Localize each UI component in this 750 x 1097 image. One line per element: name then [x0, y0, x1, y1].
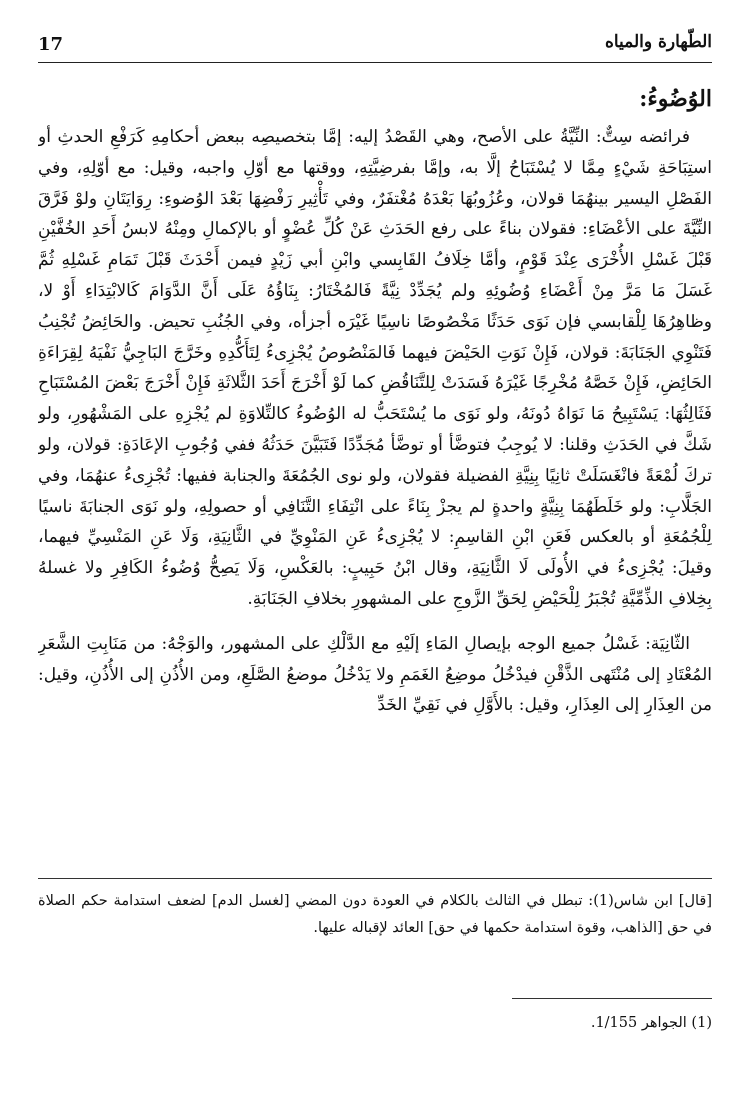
page-header	[38, 28, 712, 62]
page-number: 17	[38, 34, 64, 55]
header-divider	[38, 62, 712, 63]
paragraph-obligations: فرائضه سِتٌّ: النِّيَّةُ على الأصح، وهي القَصْدُ إليه: إمَّا بتخصيصِه ببعض أحكامِهِ كَرَفْعِ الحدثِ أو استِبَاحَةِ شَيْءٍ مِمَّا لا يُسْتَبَاحُ إلَّا به، وإمَّا بفرضِيَّتِهِ، ووقتها مع أوّلِ واجبه، وقيل: مع أوّلِهِ، وفي الفَصْلِ اليسير بينهُمَا قولان، وعُزُوبُهَا بَعْدَهُ مُغْتفَرٌ، وفي تَأْثِيرِ رَفْضِهَا بَعْدَ الوُضوءِ: رِوَايَتَانِ ولوْ فَرَّقَ النِّيَّةَ على الأعْضَاءِ: فقولان بناءً على رفع الحَدَثِ عَنْ كُلِّ عُضْوٍ أو بالإكمالِ ومِنْهُ لابسُ أَحَدِ الخُفَّيْنِ قَبْلَ غَسْلِ الأُخْرَى عِنْدَ قَوْمٍ، وأمَّا خِلَافُ القَابِسي وابْنِ أبي زَيْدٍ فيمن أَحْدَثَ قَبْلَ تَمَامِ غَسْلِهِ ثُمَّ غَسَلَ مَا مَرَّ مِنْ أَعْضَاءِ وُضُوئِهِ ولم يُجَدِّدْ نِيَّةً فَالمُخْتَارُ: بِنَاؤُهُ عَلَى أَنَّ الدَّوَامَ كَالابْتِدَاءِ أَوْ لا، وظاهِرُهَا لِلْقابسي فإن نَوَى حَدَثًا مَخْصُوصًا ناسِيًا غَيْرَه أجزأه، وفي الجُنُبِ تحيض. والحَائِضُ تُجْنِبُ فَتَنْوِي الجَنَابَةَ: قولان، فَإِنْ نَوَتِ الحَيْضَ فيهما فَالمَنْصُوصُ يُجْزِىءُ لِتَأَكُّدِهِ وخَرَّجَ البَاجِيُّ نَفْيَهُ لِقِرَاءَةِ الحَائِضِ، فَإِنْ خَصَّهُ مُخْرِجًا غَيْرَهُ فَسَدَتْ لِلتَّنَاقُضِ كما لَوْ أَخْرَجَ أَحَدَ الثَّلاثَةِ فَإِنْ أَخْرَجَ بَعْضَ المُسْتَبَاحِ فَثَالِثُهَا: يَسْتَبِيحُ مَا نَوَاهُ دُونَهُ، ولو نَوَى ما يُسْتَحَبُّ له الوُضُوءُ كالتِّلاوَةِ لم يُجْزِهِ على المَشْهُورِ، ولو شَكَّ في الحَدَثِ وقلنا: لا يُوجِبُ فتوضَّأ أو توضَّأ مُجَدِّدًا فَتَبَيَّنَ حَدَثُهُ ففي وُجُوبِ الإعَادَةِ: قولان، ولو تركَ لُمْعَةً فانْغَسَلَتْ ثانِيًا بِنِيَّةِ الفضيلة فقولان، ولو نوى الجُمُعَةَ والجنابة ففيها: تُجْزِىءُ عنهُمَا، وفي الجَلَّابِ: ولو خَلَطَهُمَا بِنِيَّةٍ واحدةٍ لم يجزْ بِنَاءً على انْتِفَاءِ التَّنَافِي أو حصولِهِ، ولو نَوَى الجنابَةَ ناسيًا لِلْجُمُعَةِ أو بالعكس فَعَنِ ابْنِ القاسِمِ: لا يُجْزِىءُ عَنِ المَنْوِيِّ في الثَّانِيَةِ، وَلَا عَنِ المَنْسِيِّ فيهما، وقيلَ: يُجْزِىءُ في الأُولَى لَا الثَّانِيَةِ، وقال ابْنُ حَبِيبٍ: بالعَكْسِ، وَلَا يَصِحُّ وُضُوءُ الكَافِرِ ولا غسلهُ بِخِلافِ الذِّمِّيَّةِ تُجْبَرُ لِلْحَيْضِ لِحَقِّ الزَّوجِ على المشهورِ بخلافِ الجَنَابَةِ.	[38, 127, 712, 609]
footnote-reference-divider	[512, 998, 712, 999]
footnote-area	[38, 858, 712, 1058]
section-heading: الوُضُوءُ:	[639, 86, 712, 112]
paragraph-washing-face: الثّانِيَة: غَسْلُ جميع الوجه بإيصالِ المَاءِ إلَيْهِ مع الدَّلْكِ على المشهور، والوَجْهُ: من مَنَابِتِ الشَّعَرِ المُعْتَادِ إلى مُنْتَهى الذَّقْنِ فيدْخُلُ موضِعُ الغَمَمِ ولا يَدْخُلُ موضعُ الصَّلَعِ، ومن الأُذُنِ إلى الأُذُنِ، وقيل: من العِذَارِ إلى العِذَارِ، وقيل: بالأَوَّلِ في نَقِيِّ الخَدِّ	[38, 633, 712, 716]
footnote-note: [قال] ابن شاس(1): تبطل في الثالث بالكلام في العودة دون المضي [لغسل الدم] لضعف استدامة حكم الصلاة في حق [الذاهب، وقوة استدامة حكمها في حق] العائد لإقباله عليها.	[38, 893, 712, 936]
running-title: الطّهارة والمياه	[604, 32, 712, 52]
footnote-divider	[38, 878, 712, 879]
main-text	[38, 82, 712, 842]
footnote-reference: (1) الجواهر 1/155.	[590, 1015, 712, 1031]
